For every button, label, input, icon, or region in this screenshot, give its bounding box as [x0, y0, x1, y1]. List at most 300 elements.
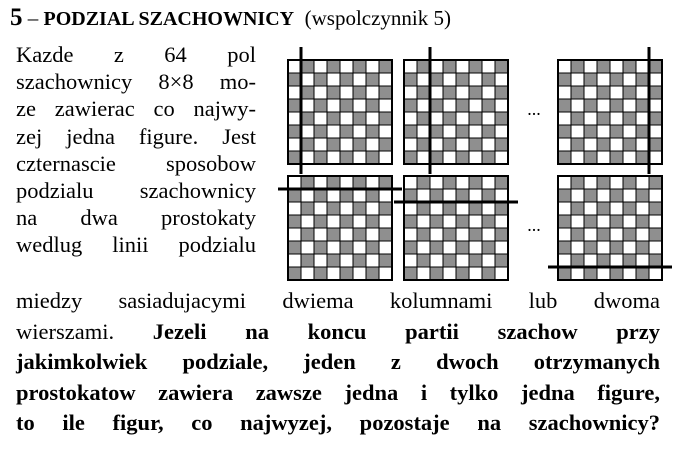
board-square [430, 112, 443, 125]
board-square [288, 99, 301, 112]
board-square [584, 189, 597, 202]
problem-heading: PODZIAL SZACHOWNICY [43, 8, 295, 30]
board-square [327, 254, 340, 267]
board-square [610, 202, 623, 215]
board-square [430, 73, 443, 86]
board-square [456, 73, 469, 86]
board-square [623, 99, 636, 112]
problem-text-narrow [16, 41, 256, 259]
board-square [340, 99, 353, 112]
board-square [571, 112, 584, 125]
board-square [558, 189, 571, 202]
text-plain: wierszami. [16, 318, 115, 344]
board-square [558, 151, 571, 164]
board-square [597, 254, 610, 267]
board-square [327, 202, 340, 215]
board-square [482, 215, 495, 228]
board-square [443, 267, 456, 280]
board-square [340, 60, 353, 73]
question-bold: Jezeli na koncu partii szachow przy [152, 318, 660, 344]
board-square [558, 215, 571, 228]
board-square [623, 267, 636, 280]
board-square [469, 138, 482, 151]
board-square [558, 86, 571, 99]
board-square [636, 228, 649, 241]
board-square [417, 99, 430, 112]
board-square [314, 189, 327, 202]
board-square [417, 73, 430, 86]
board-square [404, 138, 417, 151]
board-square [558, 228, 571, 241]
board-square [610, 241, 623, 254]
board-square [430, 202, 443, 215]
board-square [482, 241, 495, 254]
board-square [482, 60, 495, 73]
board-square [366, 138, 379, 151]
board-square [482, 176, 495, 189]
board-square [430, 189, 443, 202]
board-square [584, 151, 597, 164]
board-square [404, 99, 417, 112]
board-square [314, 86, 327, 99]
board-square [636, 99, 649, 112]
board-square [301, 176, 314, 189]
board-square [417, 215, 430, 228]
board-square [327, 86, 340, 99]
board-square [366, 176, 379, 189]
board-square [597, 267, 610, 280]
board-square [404, 241, 417, 254]
chessboard [548, 176, 672, 280]
board-square [353, 99, 366, 112]
board-square [482, 189, 495, 202]
board-square [301, 228, 314, 241]
board-square [649, 112, 662, 125]
board-square [623, 73, 636, 86]
board-square [456, 189, 469, 202]
board-square [456, 254, 469, 267]
board-square [379, 267, 392, 280]
board-square [571, 73, 584, 86]
board-square [288, 86, 301, 99]
board-square [571, 99, 584, 112]
board-square [301, 112, 314, 125]
board-square [379, 228, 392, 241]
board-square [495, 73, 508, 86]
board-square [456, 202, 469, 215]
board-square [649, 215, 662, 228]
board-square [495, 254, 508, 267]
board-square [597, 215, 610, 228]
ellipsis-label: ... [527, 99, 541, 119]
board-square [379, 215, 392, 228]
board-square [314, 60, 327, 73]
board-square [301, 254, 314, 267]
board-square [379, 254, 392, 267]
board-square [443, 99, 456, 112]
board-square [636, 189, 649, 202]
board-square [495, 112, 508, 125]
text-line: ze zawierac co najwy- [16, 96, 256, 122]
board-square [469, 254, 482, 267]
board-square [314, 176, 327, 189]
board-square [353, 267, 366, 280]
board-square [456, 60, 469, 73]
board-square [353, 138, 366, 151]
board-square [482, 202, 495, 215]
board-square [456, 125, 469, 138]
board-square [430, 125, 443, 138]
board-square [430, 241, 443, 254]
board-square [623, 241, 636, 254]
board-square [558, 112, 571, 125]
board-square [443, 125, 456, 138]
board-square [404, 267, 417, 280]
board-square [340, 151, 353, 164]
board-square [636, 215, 649, 228]
board-square [288, 189, 301, 202]
board-square [443, 73, 456, 86]
board-square [482, 112, 495, 125]
board-square [597, 99, 610, 112]
board-square [649, 176, 662, 189]
board-square [340, 215, 353, 228]
board-square [417, 86, 430, 99]
board-square [417, 112, 430, 125]
board-square [443, 151, 456, 164]
board-square [314, 241, 327, 254]
board-square [430, 254, 443, 267]
board-square [636, 151, 649, 164]
board-square [288, 125, 301, 138]
board-square [443, 138, 456, 151]
board-square [469, 125, 482, 138]
board-square [597, 241, 610, 254]
problem-number: 5 [10, 4, 23, 31]
board-square [469, 151, 482, 164]
board-square [597, 73, 610, 86]
board-square [597, 112, 610, 125]
board-square [417, 202, 430, 215]
board-square [636, 112, 649, 125]
board-square [327, 215, 340, 228]
board-square [469, 228, 482, 241]
board-square [430, 86, 443, 99]
board-square [482, 254, 495, 267]
board-square [288, 73, 301, 86]
board-square [430, 228, 443, 241]
board-square [301, 99, 314, 112]
board-square [636, 176, 649, 189]
board-square [301, 60, 314, 73]
board-square [610, 60, 623, 73]
board-square [456, 99, 469, 112]
board-square [495, 138, 508, 151]
board-square [584, 86, 597, 99]
board-square [469, 60, 482, 73]
board-square [443, 254, 456, 267]
board-square [353, 228, 366, 241]
board-square [379, 241, 392, 254]
board-square [636, 202, 649, 215]
board-square [379, 99, 392, 112]
board-square [636, 267, 649, 280]
board-square [288, 176, 301, 189]
board-square [482, 73, 495, 86]
board-square [571, 215, 584, 228]
board-square [327, 189, 340, 202]
board-square [327, 125, 340, 138]
board-square [571, 228, 584, 241]
board-square [571, 267, 584, 280]
board-square [366, 125, 379, 138]
board-square [404, 202, 417, 215]
board-square [469, 202, 482, 215]
board-square [404, 189, 417, 202]
board-square [443, 176, 456, 189]
board-square [469, 267, 482, 280]
board-square [649, 99, 662, 112]
board-square [571, 176, 584, 189]
board-square [417, 189, 430, 202]
board-square [404, 86, 417, 99]
board-square [430, 60, 443, 73]
text-line: podzialu szachownicy [16, 177, 256, 203]
board-square [327, 267, 340, 280]
board-square [443, 60, 456, 73]
board-square [417, 228, 430, 241]
question-line: jakimkolwiek podziale, jeden z dwoch otrzymanych [16, 349, 660, 375]
board-square [482, 138, 495, 151]
board-square [584, 267, 597, 280]
board-square [288, 254, 301, 267]
board-square [649, 151, 662, 164]
title-dash: – [22, 6, 44, 30]
board-square [495, 267, 508, 280]
board-square [301, 267, 314, 280]
board-square [495, 189, 508, 202]
board-square [610, 138, 623, 151]
board-square [456, 241, 469, 254]
board-square [379, 86, 392, 99]
text-line: zej jedna figure. Jest [16, 123, 256, 149]
board-square [430, 99, 443, 112]
board-square [649, 189, 662, 202]
board-square [495, 99, 508, 112]
board-square [623, 86, 636, 99]
board-square [443, 241, 456, 254]
board-square [366, 151, 379, 164]
board-square [288, 112, 301, 125]
board-square [443, 86, 456, 99]
board-square [430, 151, 443, 164]
board-square [327, 151, 340, 164]
board-square [495, 176, 508, 189]
board-square [456, 215, 469, 228]
board-square [327, 60, 340, 73]
board-square [597, 202, 610, 215]
board-square [430, 176, 443, 189]
board-square [314, 138, 327, 151]
board-square [288, 60, 301, 73]
board-square [623, 254, 636, 267]
board-square [571, 241, 584, 254]
board-square [623, 125, 636, 138]
board-square [366, 86, 379, 99]
board-square [340, 112, 353, 125]
board-square [417, 60, 430, 73]
board-square [495, 241, 508, 254]
board-square [340, 125, 353, 138]
board-square [353, 254, 366, 267]
board-square [649, 125, 662, 138]
board-square [340, 254, 353, 267]
board-square [636, 125, 649, 138]
board-square [469, 112, 482, 125]
board-square [417, 267, 430, 280]
board-square [571, 189, 584, 202]
board-square [571, 125, 584, 138]
board-square [584, 202, 597, 215]
board-square [558, 125, 571, 138]
board-square [649, 86, 662, 99]
board-square [495, 125, 508, 138]
board-square [649, 254, 662, 267]
board-square [366, 60, 379, 73]
board-square [327, 73, 340, 86]
board-square [353, 215, 366, 228]
board-square [417, 138, 430, 151]
board-square [482, 228, 495, 241]
board-square [597, 60, 610, 73]
board-square [649, 202, 662, 215]
board-square [340, 202, 353, 215]
board-square [353, 202, 366, 215]
board-square [301, 202, 314, 215]
board-square [623, 228, 636, 241]
board-square [327, 138, 340, 151]
board-square [340, 241, 353, 254]
board-square [623, 189, 636, 202]
board-square [558, 241, 571, 254]
board-square [379, 138, 392, 151]
board-square [366, 112, 379, 125]
board-square [623, 176, 636, 189]
board-square [482, 267, 495, 280]
board-square [353, 112, 366, 125]
board-square [558, 267, 571, 280]
board-square [469, 189, 482, 202]
board-square [636, 73, 649, 86]
board-square [301, 138, 314, 151]
board-square [584, 112, 597, 125]
board-square [301, 241, 314, 254]
board-square [443, 228, 456, 241]
chessboard [404, 47, 508, 174]
board-square [404, 112, 417, 125]
board-square [379, 60, 392, 73]
board-square [482, 86, 495, 99]
board-square [610, 99, 623, 112]
board-square [495, 86, 508, 99]
text-line: na dwa prostokaty [16, 205, 256, 231]
text-line: czternascie sposobow [16, 150, 256, 176]
board-square [404, 228, 417, 241]
board-square [558, 60, 571, 73]
board-square [353, 176, 366, 189]
board-square [482, 99, 495, 112]
board-square [456, 228, 469, 241]
board-square [379, 73, 392, 86]
board-square [327, 99, 340, 112]
board-square [649, 228, 662, 241]
board-square [288, 267, 301, 280]
board-square [366, 215, 379, 228]
board-square [443, 215, 456, 228]
board-square [301, 125, 314, 138]
board-square [610, 86, 623, 99]
board-square [469, 215, 482, 228]
board-square [314, 125, 327, 138]
board-square [340, 138, 353, 151]
board-square [404, 151, 417, 164]
board-square [597, 86, 610, 99]
board-square [584, 215, 597, 228]
board-square [430, 138, 443, 151]
board-square [469, 241, 482, 254]
board-square [353, 73, 366, 86]
board-square [353, 189, 366, 202]
board-square [597, 176, 610, 189]
board-square [571, 202, 584, 215]
board-square [301, 73, 314, 86]
board-square [649, 241, 662, 254]
board-square [417, 254, 430, 267]
board-square [301, 189, 314, 202]
chessboard [278, 176, 402, 280]
board-square [314, 228, 327, 241]
board-square [636, 254, 649, 267]
question-line: prostokatow zawiera zawsze jedna i tylko jedna figure, [16, 379, 660, 405]
problem-text-wide [16, 286, 660, 439]
board-square [636, 86, 649, 99]
board-square [443, 112, 456, 125]
board-square [340, 86, 353, 99]
board-square [623, 151, 636, 164]
board-square [430, 215, 443, 228]
board-square [495, 215, 508, 228]
board-square [417, 151, 430, 164]
board-square [623, 60, 636, 73]
board-square [404, 176, 417, 189]
board-square [288, 151, 301, 164]
board-square [353, 86, 366, 99]
board-square [314, 73, 327, 86]
board-square [417, 125, 430, 138]
board-square [417, 241, 430, 254]
board-square [482, 151, 495, 164]
board-square [571, 138, 584, 151]
board-square [610, 267, 623, 280]
board-square [597, 228, 610, 241]
board-square [636, 60, 649, 73]
board-square [482, 125, 495, 138]
board-square [584, 176, 597, 189]
board-square [366, 99, 379, 112]
chessboard [558, 47, 662, 174]
board-square [327, 112, 340, 125]
board-square [301, 215, 314, 228]
